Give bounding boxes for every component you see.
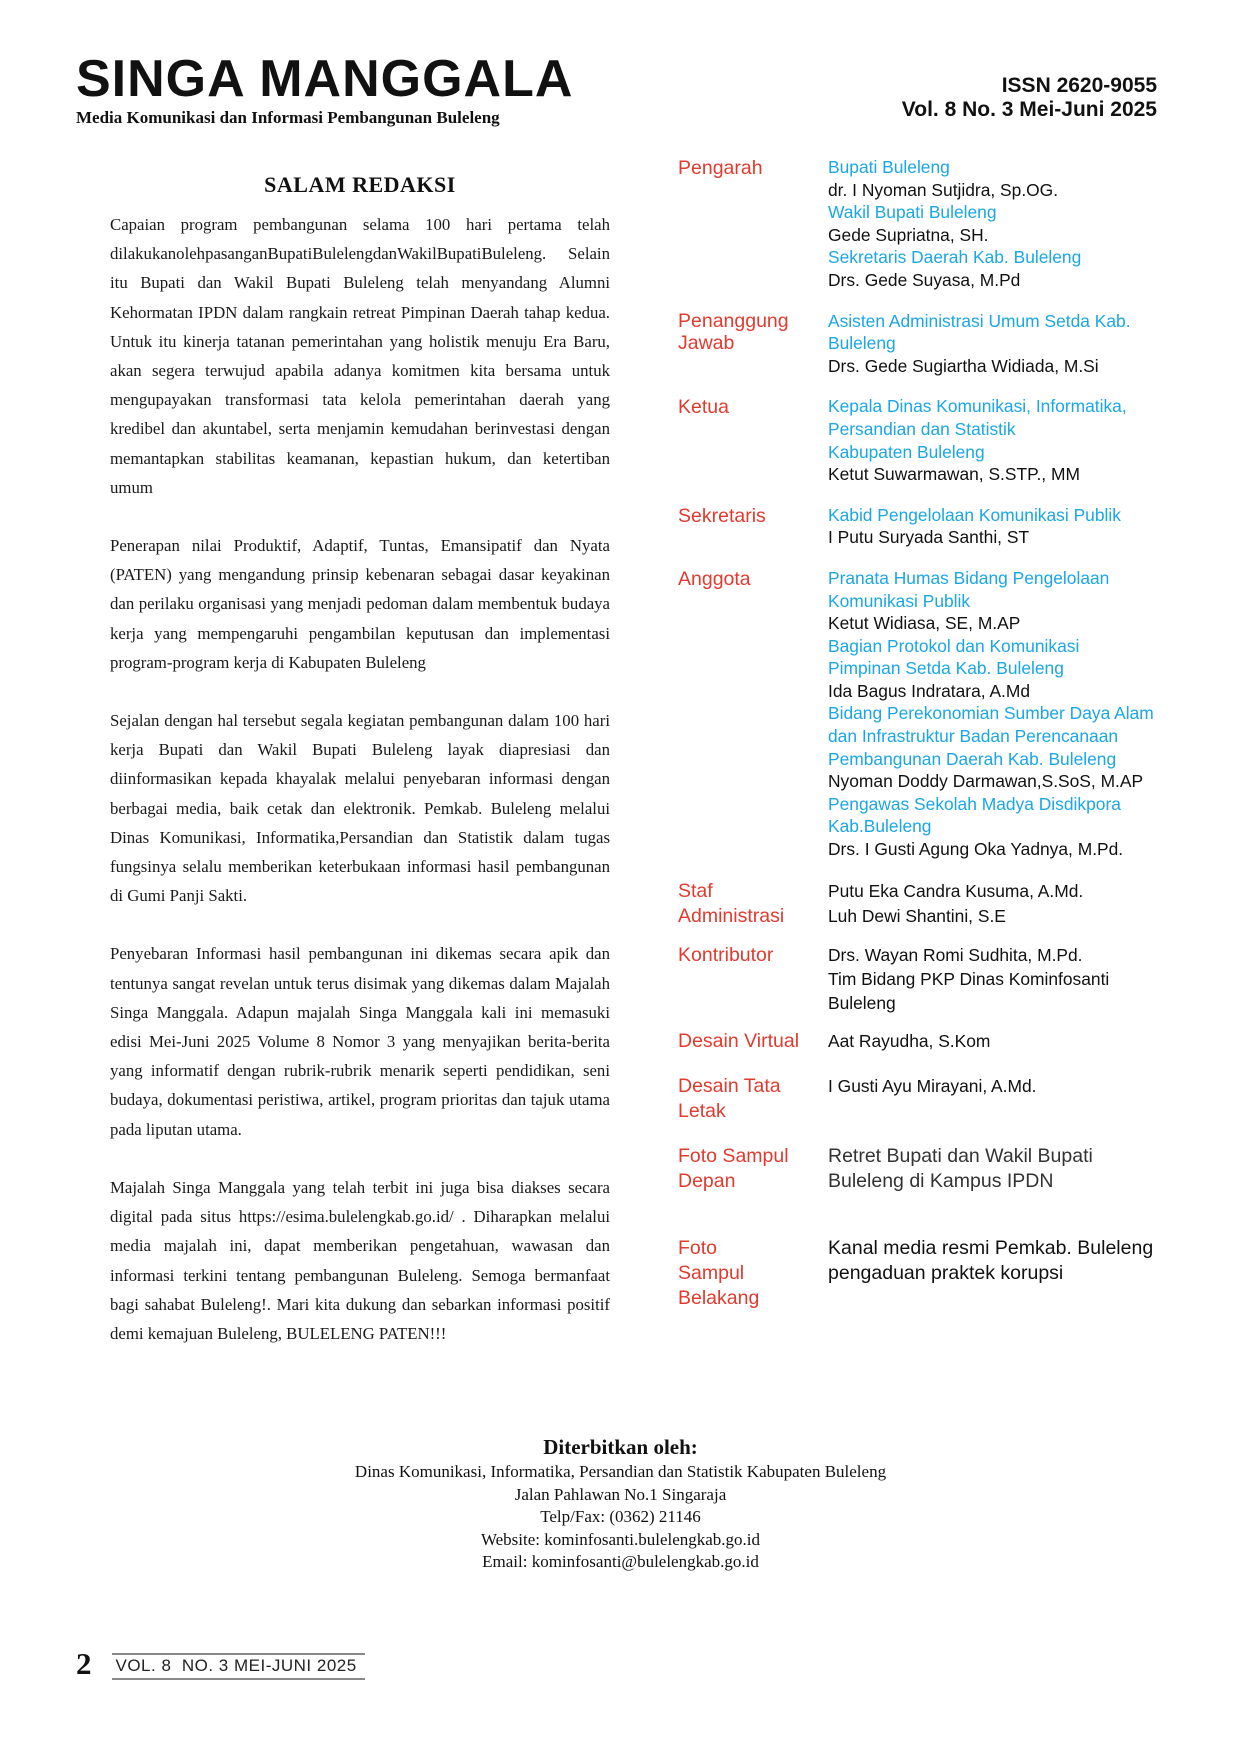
role-content bbox=[828, 156, 1178, 292]
role-label-line: Administrasi bbox=[678, 904, 785, 927]
role-label: Ketua bbox=[678, 396, 729, 419]
publisher-heading: Diterbitkan oleh: bbox=[543, 1435, 698, 1459]
position-title: Kabid Pengelolaan Komunikasi Publik bbox=[828, 504, 1121, 525]
position-title: Bidang Perekonomian Sumber Daya Alam bbox=[828, 703, 1154, 724]
position-title: Pembangunan Daerah Kab. Buleleng bbox=[828, 748, 1117, 769]
person-name: Drs. I Gusti Agung Oka Yadnya, M.Pd. bbox=[828, 839, 1124, 860]
role-sekretaris bbox=[678, 504, 1178, 549]
position-title: Pengawas Sekolah Madya Disdikpora bbox=[828, 793, 1121, 814]
salam-paragraph-1: Capaian program pembangunan selama 100 hari pertama telah dilakukanolehpasanganBupatiBulelengdanWakilBupatiBuleleng. Selain itu Bupati dan Wakil Bupati Buleleng telah menyandang Alumni Kehormatan IPDN dalam rangkain retreat Pimpinan Daerah tahap kedua. Untuk itu kinerja tatanan pemerintahan yang holistik menuju Era Baru, akan segera terwujud apabila adanya komitmen kita bersama untuk mengupayakan transformasi tata kelola pemerintahan daerah yang kredibel dan akuntabel, serta menjamin kemudahan berinvestasi dengan memantapkan stabilitas keamanan, kepastian hukum, dan ketertiban umum bbox=[110, 215, 610, 497]
role-label bbox=[678, 879, 828, 929]
publisher-email: Email: kominfosanti@bulelengkab.go.id bbox=[482, 1552, 759, 1571]
salam-redaksi-section bbox=[110, 172, 610, 1377]
role-label bbox=[678, 1074, 828, 1124]
role-label-line: Desain Tata bbox=[678, 1074, 781, 1097]
cover-caption: Retret Bupati dan Wakil Bupati bbox=[828, 1144, 1093, 1167]
person-name: I Gusti Ayu Mirayani, A.Md. bbox=[828, 1075, 1037, 1096]
salam-paragraph-2: Penerapan nilai Produktif, Adaptif, Tuntas, Emansipatif dan Nyata (PATEN) yang mengandung prinsip kebenaran sebagai dasar keyakinan dan perilaku organisasi yang menjadi pedoman dalam membentuk budaya kerja yang mempengaruhi pengambilan keputusan dan implementasi program-program kerja di Kabupaten Buleleng bbox=[110, 536, 610, 672]
person-name: Luh Dewi Shantini, S.E bbox=[828, 905, 1006, 926]
role-label-line: Sampul bbox=[678, 1261, 745, 1284]
role-label: Pengarah bbox=[678, 157, 763, 179]
page-number: 2 bbox=[76, 1646, 92, 1681]
person-name: Drs. Gede Sugiartha Widiada, M.Si bbox=[828, 355, 1099, 376]
role-label-line: Letak bbox=[678, 1099, 726, 1122]
role-anggota bbox=[678, 567, 1178, 861]
position-title: Sekretaris Daerah Kab. Buleleng bbox=[828, 247, 1082, 268]
salam-paragraph-4: Penyebaran Informasi hasil pembangunan ini dikemas secara apik dan tentunya sangat revelan untuk terus disimak yang dikemas dalam Majalah Singa Manggala. Adapun majalah Singa Manggala kali ini memasuki edisi Mei-Juni 2025 Volume 8 Nomor 3 yang menyajikan berita-berita yang informatif dengan rubrik-rubrik menarik seperti pendidikan, seni budaya, dokumentasi peristiwa, artikel, program prioritas dan tajuk utama pada liputan utama. bbox=[110, 944, 610, 1139]
contributor-team: Buleleng bbox=[828, 992, 896, 1013]
position-title: Komunikasi Publik bbox=[828, 590, 971, 611]
position-title: Kepala Dinas Komunikasi, Informatika, bbox=[828, 396, 1127, 417]
role-label: Anggota bbox=[678, 567, 751, 590]
person-name: Ketut Widiasa, SE, M.AP bbox=[828, 613, 1021, 634]
cover-caption: pengaduan praktek korupsi bbox=[828, 1261, 1064, 1284]
role-content bbox=[828, 1144, 1178, 1194]
role-label-line: Jawab bbox=[678, 332, 735, 355]
person-name: Gede Supriatna, SH. bbox=[828, 224, 989, 245]
role-desain-virtual bbox=[678, 1029, 1178, 1054]
role-foto-sampul-depan bbox=[678, 1144, 1178, 1194]
role-label: Desain Virtual bbox=[678, 1029, 800, 1052]
role-content bbox=[828, 943, 1178, 1015]
publisher-name: Dinas Komunikasi, Informatika, Persandian dan Statistik Kabupaten Buleleng bbox=[354, 1462, 887, 1481]
footer-volume: VOL. 8 NO. 3 MEI-JUNI 2025 bbox=[112, 1653, 365, 1680]
person-name: Drs. Wayan Romi Sudhita, M.Pd. bbox=[828, 944, 1083, 965]
salam-paragraph-3: Sejalan dengan hal tersebut segala kegiatan pembangunan dalam 100 hari kerja Bupati dan Wakil Bupati Buleleng layak diapresiasi dan diinformasikan kepada khayalak melalui penyebaran informasi dengan berbagai media, baik cetak dan elektronik. Pemkab. Buleleng melalui Dinas Komunikasi, Informatika,Persandian dan Statistik dalam tugas fungsinya selalu memberikan keterbukaan informasi hasil pembangunan di Gumi Panji Sakti. bbox=[110, 711, 610, 906]
issn-number: ISSN 2620-9055 bbox=[1001, 74, 1157, 97]
salam-heading: SALAM REDAKSI bbox=[264, 172, 456, 197]
role-kontributor bbox=[678, 943, 1178, 1015]
role-content bbox=[828, 1074, 1178, 1124]
role-label bbox=[678, 1236, 828, 1311]
role-label-line: Foto Sampul bbox=[678, 1144, 789, 1167]
editorial-board bbox=[678, 156, 1178, 1311]
contributor-team: Tim Bidang PKP Dinas Kominfosanti bbox=[828, 968, 1110, 989]
position-title: Persandian dan Statistik bbox=[828, 418, 1016, 439]
publisher-address: Jalan Pahlawan No.1 Singaraja bbox=[514, 1484, 727, 1504]
position-title: Pimpinan Setda Kab. Buleleng bbox=[828, 658, 1064, 679]
position-title: Wakil Bupati Buleleng bbox=[828, 202, 997, 223]
role-label: Kontributor bbox=[678, 943, 774, 966]
position-title: Kab.Buleleng bbox=[828, 816, 932, 837]
role-ketua bbox=[678, 395, 1178, 485]
role-label-line: Depan bbox=[678, 1169, 736, 1192]
role-label-line: Belakang bbox=[678, 1286, 760, 1309]
position-title: Bagian Protokol dan Komunikasi bbox=[828, 635, 1080, 656]
role-pengarah bbox=[678, 156, 1178, 292]
position-title: Buleleng bbox=[828, 333, 896, 354]
position-title: Asisten Administrasi Umum Setda Kab. bbox=[828, 310, 1131, 331]
person-name: Drs. Gede Suyasa, M.Pd bbox=[828, 269, 1021, 290]
person-name: Putu Eka Candra Kusuma, A.Md. bbox=[828, 880, 1084, 901]
role-content bbox=[828, 310, 1178, 378]
person-name: Ketut Suwarmawan, S.STP., MM bbox=[828, 464, 1080, 485]
person-name: Ida Bagus Indratara, A.Md bbox=[828, 680, 1031, 701]
salam-paragraph-5: Majalah Singa Manggala yang telah terbit ini juga bisa diakses secara digital pada situs https://esima.bulelengkab.go.id/ . Diharapkan melalui media majalah ini, dapat memberikan pengetahuan, wawasan dan informasi terkini tentang pembangunan Buleleng. Semoga bermanfaat bagi sahabat Buleleng!. Mari kita dukung dan sebarkan informasi positif demi kemajuan Buleleng, BULELENG PATEN!!! bbox=[110, 1177, 610, 1343]
role-label bbox=[678, 1144, 828, 1194]
person-name: dr. I Nyoman Sutjidra, Sp.OG. bbox=[828, 179, 1059, 200]
role-label: Sekretaris bbox=[678, 504, 766, 527]
role-staf-administrasi bbox=[678, 879, 1178, 929]
role-desain-tata-letak bbox=[678, 1074, 1178, 1124]
person-name: Nyoman Doddy Darmawan,S.SoS, M.AP bbox=[828, 771, 1144, 792]
publisher-phone: Telp/Fax: (0362) 21146 bbox=[540, 1507, 701, 1526]
role-content bbox=[828, 567, 1178, 861]
magazine-title: SINGA MANGGALA bbox=[76, 50, 574, 108]
cover-caption: Buleleng di Kampus IPDN bbox=[828, 1169, 1054, 1192]
magazine-subtitle: Media Komunikasi dan Informasi Pembangunan Buleleng bbox=[76, 108, 500, 127]
role-content bbox=[828, 1236, 1178, 1311]
role-content bbox=[828, 395, 1178, 485]
cover-caption: Kanal media resmi Pemkab. Buleleng bbox=[828, 1236, 1154, 1259]
role-content bbox=[828, 1029, 1178, 1054]
position-title: dan Infrastruktur Badan Perencanaan bbox=[828, 726, 1119, 747]
volume-issue: Vol. 8 No. 3 Mei-Juni 2025 bbox=[901, 98, 1157, 121]
publisher-website: Website: kominfosanti.bulelengkab.go.id bbox=[480, 1529, 761, 1549]
issue-info bbox=[902, 74, 1157, 122]
role-label-line: Staf bbox=[678, 879, 713, 902]
person-name: Aat Rayudha, S.Kom bbox=[828, 1030, 991, 1051]
position-title: Kabupaten Buleleng bbox=[828, 441, 985, 462]
role-penanggung-jawab bbox=[678, 310, 1178, 378]
person-name: I Putu Suryada Santhi, ST bbox=[828, 527, 1030, 548]
role-label bbox=[678, 310, 828, 378]
position-title: Pranata Humas Bidang Pengelolaan bbox=[828, 567, 1110, 588]
position-title: Bupati Buleleng bbox=[828, 157, 950, 177]
role-foto-sampul-belakang bbox=[678, 1236, 1178, 1311]
role-label-line: Penanggung bbox=[678, 309, 789, 332]
page-footer bbox=[76, 1648, 365, 1680]
role-content bbox=[828, 504, 1178, 549]
role-content bbox=[828, 879, 1178, 929]
masthead bbox=[76, 52, 573, 128]
role-label-line: Foto bbox=[678, 1236, 718, 1259]
publisher-block bbox=[0, 1434, 1241, 1574]
